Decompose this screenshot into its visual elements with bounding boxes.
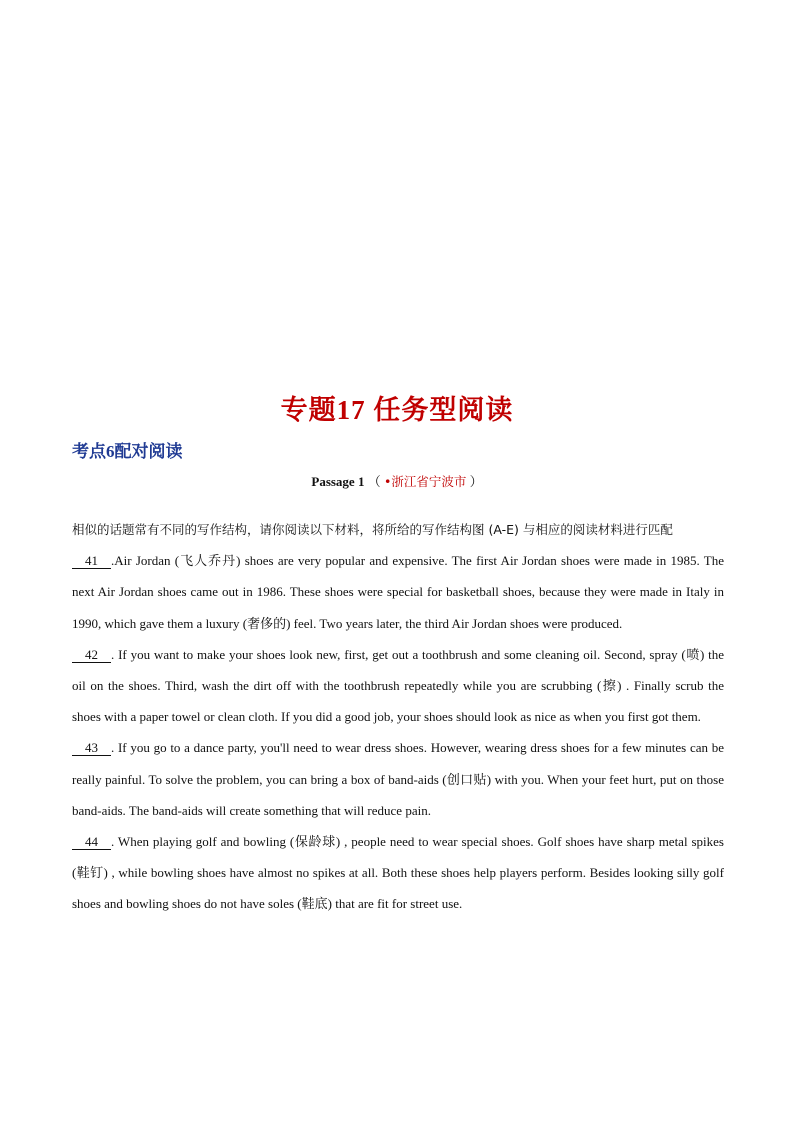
passage-label: Passage 1	[311, 474, 365, 489]
paragraph-text: . When playing golf and bowling (保龄球) , people need to wear special shoes. Golf shoes have sharp metal spikes (鞋钉) , while bowling shoes have almost no spikes at all. Both these shoes help players perform. Besides looking silly golf shoes and bowling shoes do not have soles (鞋底) that are fit for street use.	[72, 834, 724, 912]
paragraph-42	[72, 639, 724, 733]
paragraph-44	[72, 826, 724, 920]
passage-paren-close: ）	[469, 474, 483, 489]
answer-blank-41[interactable]: 41	[72, 553, 111, 569]
paragraph-43	[72, 732, 724, 826]
paragraph-text: . If you want to make your shoes look new, first, get out a toothbrush and some cleaning oil. Second, spray (喷) the oil on the shoes. Third, wash the dirt off with the toothbrush repeatedly while you are scrubbing (擦) . Finally scrub the shoes with a paper towel or clean cloth. If you did a good job, your shoes should look as nice as when you first got them.	[72, 646, 724, 725]
passage-paren-open: （	[367, 474, 381, 489]
passage-source: •浙江省宁波市	[383, 474, 467, 489]
paragraph-41	[72, 545, 724, 639]
answer-blank-42[interactable]: 42	[72, 646, 111, 662]
section-title: 考点6配对阅读	[72, 442, 183, 461]
instructions: 相似的话题常有不同的写作结构，请你阅读以下材料，将所给的写作结构图 (A-E) 与相应的阅读材料进行匹配	[72, 522, 673, 537]
passage-heading	[0, 471, 794, 490]
paragraph-text: .Air Jordan (飞人乔丹) shoes are very popular and expensive. The first Air Jordan shoes were made in 1985. The next Air Jordan shoes came out in 1986. These shoes were special for basketball shoes, because they were made in Italy in 1990, which gave them a luxury (奢侈的) feel. Two years later, the third Air Jordan shoes were produced.	[72, 553, 724, 631]
passage-body	[72, 514, 724, 920]
page-title: 专题17 任务型阅读	[280, 395, 514, 425]
answer-blank-43[interactable]: 43	[72, 740, 111, 756]
paragraph-text: . If you go to a dance party, you'll need to wear dress shoes. However, wearing dress shoes for a few minutes can be really painful. To solve the problem, you can bring a box of band-aids (创口贴) with you. When your feet hurt, put on those band-aids. The band-aids will create something that will reduce pain.	[72, 740, 724, 818]
answer-blank-44[interactable]: 44	[72, 834, 111, 850]
